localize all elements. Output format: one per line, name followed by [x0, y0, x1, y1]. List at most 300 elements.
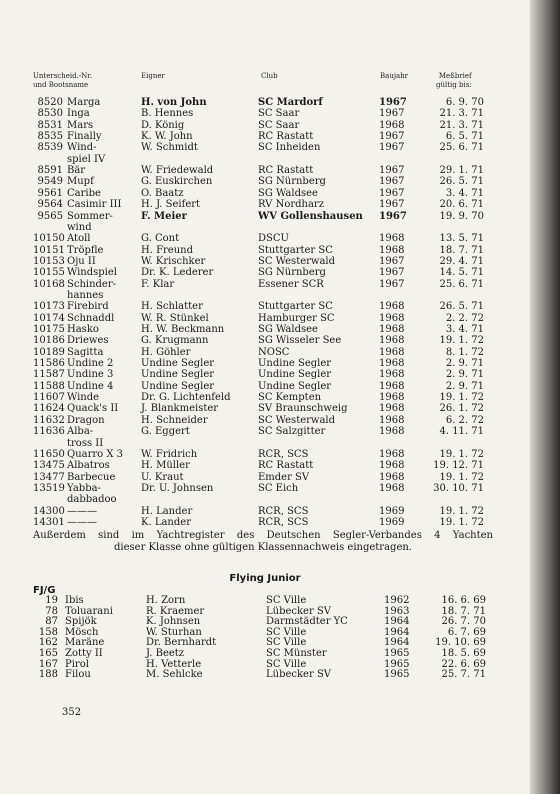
certificate-date: 26. 7. 70 [441, 616, 486, 628]
owner-name: O. Baatz [141, 187, 184, 199]
certificate-date: 22. 6. 69 [441, 658, 486, 670]
owner-name: M. Sehlcke [146, 669, 203, 681]
build-year: 1968 [379, 346, 405, 358]
boat-number: 11587 [33, 369, 65, 381]
register-note-line1: Außerdem sind im Yachtregister des Deutschen Segler-Verbandes 4 Yachten [33, 530, 493, 541]
owner-name: U. Kraut [141, 471, 184, 483]
club-name: SC Ville [266, 595, 307, 606]
table-row [0, 669, 530, 680]
owner-name: F. Klar [141, 278, 175, 290]
boat-number: 9565 [37, 210, 63, 222]
build-year: 1964 [384, 616, 410, 628]
club-name: SC Münster [266, 648, 327, 659]
boat-number: 10175 [33, 324, 65, 335]
build-year: 1968 [379, 426, 405, 438]
boat-number: 8530 [37, 108, 63, 120]
club-name: RV Nordharz [258, 199, 324, 211]
club-name: SC Mardorf [258, 97, 323, 108]
boat-number: 167 [38, 658, 58, 670]
boat-name: Hasko [67, 324, 99, 335]
build-year: 1967 [379, 210, 407, 222]
club-name: RCR, SCS [258, 516, 309, 528]
table-row [0, 279, 530, 290]
build-year: 1965 [384, 658, 410, 670]
club-name: Lübecker SV [266, 669, 332, 681]
club-name: Stuttgarter SC [258, 301, 333, 313]
register-note-line2: dieser Klasse ohne gültigen Klassennachweis eingetragen. [114, 542, 412, 553]
boat-name: Undine 4 [67, 380, 114, 392]
build-year: 1968 [379, 392, 405, 404]
boat-number: 11636 [33, 426, 65, 438]
table-row [0, 199, 530, 210]
build-year: 1964 [384, 637, 410, 649]
build-year: 1967 [379, 97, 407, 108]
club-name: Undine Segler [258, 380, 332, 392]
club-name: SG Nürnberg [258, 267, 326, 279]
certificate-date: 26. 1. 72 [439, 403, 484, 415]
certificate-date: 14. 5. 71 [439, 267, 484, 279]
owner-name: H. Lander [141, 505, 193, 517]
owner-name: G. Euskirchen [141, 176, 213, 188]
table-row [0, 369, 530, 380]
table-row [0, 449, 530, 460]
boat-number: 14300 [33, 505, 65, 517]
owner-name: H. J. Seifert [141, 199, 201, 211]
certificate-date: 3. 4. 71 [445, 187, 484, 199]
club-name: SC Saar [258, 119, 300, 131]
certificate-date: 18. 7. 71 [441, 605, 486, 617]
build-year: 1965 [384, 669, 410, 681]
boat-number: 10189 [33, 346, 65, 358]
table-row [0, 426, 530, 437]
build-year: 1968 [379, 301, 405, 313]
boat-name: Undine 2 [67, 358, 114, 370]
boat-name: dabbadoo [67, 494, 117, 506]
certificate-date: 16. 6. 69 [441, 595, 486, 606]
boat-name: Atoll [67, 233, 91, 245]
boat-name: Sagitta [67, 346, 104, 358]
owner-name: W. Schmidt [141, 142, 198, 154]
boat-name: Driewes [67, 335, 109, 347]
owner-name: F. Meier [141, 210, 187, 222]
boat-number: 10168 [33, 278, 65, 290]
boat-name: Pirol [65, 658, 89, 670]
certificate-date: 4. 11. 71 [439, 426, 484, 438]
table-row [0, 606, 530, 617]
boat-number: 8535 [37, 131, 63, 143]
boat-name: Finally [67, 131, 102, 143]
owner-name: Dr. Bernhardt [146, 637, 217, 649]
certificate-date: 2. 9. 71 [445, 380, 484, 392]
boat-name: Firebird [67, 301, 109, 313]
build-year: 1967 [379, 108, 405, 120]
boat-name: Bär [67, 165, 86, 177]
boat-name: Mupf [67, 176, 94, 188]
owner-name: B. Hennes [141, 108, 194, 120]
boat-number: 11632 [33, 414, 65, 426]
table-row [0, 648, 530, 659]
club-name: Darmstädter YC [266, 616, 348, 628]
table-row [0, 222, 530, 233]
header-owner: Eigner [141, 72, 165, 80]
table-row [0, 483, 530, 494]
boat-number: 87 [45, 616, 58, 628]
boat-name: ——— [67, 516, 97, 528]
table-row [0, 517, 530, 528]
boat-number: 9561 [37, 187, 63, 199]
boat-number: 11588 [33, 380, 65, 392]
club-name: SC Kempten [258, 392, 322, 404]
boat-name: Oju II [67, 255, 96, 267]
table-row [0, 415, 530, 426]
build-year: 1968 [379, 460, 405, 472]
page-gutter-shadow [530, 0, 560, 794]
owner-name: Dr. K. Lederer [141, 267, 214, 279]
certificate-date: 19. 10. 69 [435, 637, 486, 649]
boat-number: 10151 [33, 244, 65, 256]
table-row [0, 290, 530, 301]
boat-number: 13519 [33, 482, 65, 494]
header-year: Baujahr [380, 72, 409, 80]
boat-name: Schinder- [67, 278, 117, 290]
boat-name: Ibis [65, 595, 84, 606]
owner-name: H. Schneider [141, 414, 208, 426]
owner-name: H. Zorn [146, 595, 186, 606]
owner-name: G. Cont [141, 233, 180, 245]
certificate-date: 21. 3. 71 [439, 119, 484, 131]
club-name: SG Waldsee [258, 187, 318, 199]
build-year: 1967 [379, 131, 405, 143]
table-row [0, 506, 530, 517]
build-year: 1964 [384, 626, 410, 638]
club-name: SC Inheiden [258, 142, 321, 154]
owner-name: K. Johnsen [146, 616, 201, 628]
boat-name: Mösch [65, 626, 99, 638]
build-year: 1968 [379, 403, 405, 415]
table-row [0, 392, 530, 403]
section-code: FJ/G [33, 585, 56, 596]
boat-number: 13475 [33, 460, 65, 472]
boat-name: Albatros [67, 460, 110, 472]
club-name: SC Ville [266, 658, 307, 670]
build-year: 1965 [384, 648, 410, 659]
build-year: 1968 [379, 448, 405, 460]
build-year: 1968 [379, 312, 405, 324]
table-row [0, 438, 530, 449]
club-name: RC Rastatt [258, 460, 314, 472]
owner-name: K. Lander [141, 516, 191, 528]
club-name: Stuttgarter SC [258, 244, 333, 256]
owner-name: D. König [141, 119, 185, 131]
build-year: 1963 [384, 605, 410, 617]
club-name: SC Westerwald [258, 414, 336, 426]
certificate-date: 3. 4. 71 [445, 324, 484, 335]
club-name: DSCU [258, 233, 289, 245]
table-row [0, 267, 530, 278]
boat-name: Yabba- [67, 482, 101, 494]
boat-name: Caribe [67, 187, 101, 199]
certificate-date: 6. 7. 69 [447, 626, 486, 638]
club-name: SC Saar [258, 108, 300, 120]
boat-name: Quack's II [67, 403, 119, 415]
certificate-date: 19. 1. 72 [439, 505, 484, 517]
club-name: NOSC [258, 346, 290, 358]
owner-name: J. Beetz [146, 648, 185, 659]
boat-name: Undine 3 [67, 369, 114, 381]
certificate-date: 6. 9. 70 [445, 97, 484, 108]
boat-number: 8591 [37, 165, 63, 177]
boat-name: Mars [67, 119, 94, 131]
boat-number: 10186 [33, 335, 65, 347]
boat-name: Barbecue [67, 471, 116, 483]
club-name: RC Rastatt [258, 165, 314, 177]
club-name: RCR, SCS [258, 505, 309, 517]
boat-name: Inga [67, 108, 90, 120]
boat-number: 10173 [33, 301, 65, 313]
build-year: 1969 [379, 516, 405, 528]
build-year: 1967 [379, 176, 405, 188]
build-year: 1968 [379, 482, 405, 494]
owner-name: W. Sturhan [146, 626, 202, 638]
boat-number: 13477 [33, 471, 65, 483]
table-row [0, 313, 530, 324]
boat-number: 78 [45, 605, 58, 617]
table-row [0, 154, 530, 165]
table-row [0, 637, 530, 648]
header-certificate: Meßbrief gültig bis: [436, 72, 472, 89]
table-row [0, 460, 530, 471]
club-name: Essener SCR [258, 278, 324, 290]
boat-name: Toluarani [65, 605, 113, 617]
owner-name: Undine Segler [141, 358, 215, 370]
table-row [0, 472, 530, 483]
owner-name: Undine Segler [141, 380, 215, 392]
table-row [0, 256, 530, 267]
certificate-date: 29. 4. 71 [439, 255, 484, 267]
boat-number: 10153 [33, 255, 65, 267]
boat-number: 11650 [33, 448, 65, 460]
certificate-date: 25. 6. 71 [439, 142, 484, 154]
build-year: 1967 [379, 199, 405, 211]
boat-name: Spijök [65, 616, 97, 628]
club-name: SC Salzgitter [258, 426, 326, 438]
boat-number: 10174 [33, 312, 65, 324]
owner-name: W. Krischker [141, 255, 206, 267]
build-year: 1968 [379, 414, 405, 426]
owner-name: H. Göhler [141, 346, 191, 358]
build-year: 1967 [379, 267, 405, 279]
boat-name: Quarro X 3 [67, 448, 124, 460]
table-row [0, 301, 530, 312]
build-year: 1968 [379, 369, 405, 381]
certificate-date: 19. 1. 72 [439, 471, 484, 483]
club-name: RCR, SCS [258, 448, 309, 460]
header-number-name: Unterscheid.-Nr. und Bootsname [33, 72, 93, 89]
club-name: SG Nürnberg [258, 176, 326, 188]
boat-number: 162 [38, 637, 58, 649]
certificate-date: 25. 6. 71 [439, 278, 484, 290]
boat-name: Filou [65, 669, 91, 681]
boat-name: Dragon [67, 414, 105, 426]
table-row [0, 381, 530, 392]
owner-name: J. Blankmeister [141, 403, 219, 415]
table-row [0, 403, 530, 414]
boat-name: Winde [67, 392, 100, 404]
certificate-date: 19. 1. 72 [439, 448, 484, 460]
club-name: SC Westerwald [258, 255, 336, 267]
build-year: 1968 [379, 335, 405, 347]
build-year: 1968 [379, 119, 405, 131]
build-year: 1969 [379, 505, 405, 517]
club-name: Hamburger SC [258, 312, 335, 324]
certificate-date: 25. 7. 71 [441, 669, 486, 681]
club-name: Undine Segler [258, 369, 332, 381]
boat-number: 11607 [33, 392, 65, 404]
table-row [0, 595, 530, 606]
boat-name: hannes [67, 289, 104, 301]
boat-name: ——— [67, 505, 97, 517]
boat-number: 8539 [37, 142, 63, 154]
owner-name: H. Freund [141, 244, 193, 256]
table-row [0, 211, 530, 222]
club-name: SG Wisseler See [258, 335, 342, 347]
certificate-date: 26. 5. 71 [439, 301, 484, 313]
boat-name: Sommer- [67, 210, 113, 222]
table-row [0, 616, 530, 627]
boat-number: 10150 [33, 233, 65, 245]
club-name: SC Eich [258, 482, 299, 494]
table-row [0, 142, 530, 153]
section-title: Flying Junior [229, 573, 301, 584]
build-year: 1968 [379, 358, 405, 370]
club-name: SG Waldsee [258, 324, 318, 335]
owner-name: H. Vetterle [146, 658, 202, 670]
boat-name: Marga [67, 97, 101, 108]
owner-name: W. R. Stünkel [141, 312, 209, 324]
club-name: Lübecker SV [266, 605, 332, 617]
table-row [0, 120, 530, 131]
owner-name: G. Krugmann [141, 335, 209, 347]
certificate-date: 2. 9. 71 [445, 358, 484, 370]
boat-name: Windspiel [67, 267, 117, 279]
owner-name: H. Schlatter [141, 301, 203, 313]
certificate-date: 8. 1. 72 [445, 346, 484, 358]
certificate-date: 19. 1. 72 [439, 516, 484, 528]
boat-name: Tröpfle [67, 244, 104, 256]
boat-number: 8531 [37, 119, 63, 131]
certificate-date: 2. 9. 71 [445, 369, 484, 381]
boat-number: 165 [38, 648, 58, 659]
certificate-date: 29. 1. 71 [439, 165, 484, 177]
table-row [0, 188, 530, 199]
boat-name: Maräne [65, 637, 105, 649]
boat-number: 188 [38, 669, 58, 681]
owner-name: R. Kraemer [146, 605, 205, 617]
certificate-date: 6. 2. 72 [445, 414, 484, 426]
certificate-date: 20. 6. 71 [439, 199, 484, 211]
build-year: 1968 [379, 380, 405, 392]
certificate-date: 19. 1. 72 [439, 392, 484, 404]
club-name: Emder SV [258, 471, 310, 483]
owner-name: K. W. John [141, 131, 193, 143]
certificate-date: 19. 1. 72 [439, 335, 484, 347]
boat-number: 11624 [33, 403, 65, 415]
club-name: WV Gollenshausen [258, 210, 363, 222]
table-row [0, 108, 530, 119]
boat-number: 11586 [33, 358, 65, 370]
table-row [0, 659, 530, 670]
boat-number: 9564 [37, 199, 63, 211]
table-row [0, 358, 530, 369]
owner-name: H. von John [141, 97, 207, 108]
boat-number: 19 [45, 595, 58, 606]
table-row [0, 233, 530, 244]
certificate-date: 18. 7. 71 [439, 244, 484, 256]
owner-name: W. Friedewald [141, 165, 214, 177]
club-name: SC Ville [266, 626, 307, 638]
table-row [0, 176, 530, 187]
table-row [0, 245, 530, 256]
table-row [0, 347, 530, 358]
owner-name: W. Fridrich [141, 448, 198, 460]
certificate-date: 19. 12. 71 [433, 460, 484, 472]
club-name: SC Ville [266, 637, 307, 649]
owner-name: H. Müller [141, 460, 190, 472]
page-number: 352 [62, 707, 82, 718]
owner-name: H. W. Beckmann [141, 324, 225, 335]
table-row [0, 627, 530, 638]
build-year: 1967 [379, 142, 405, 154]
certificate-date: 2. 2. 72 [445, 312, 484, 324]
table-row [0, 97, 530, 108]
boat-number: 8520 [37, 97, 63, 108]
build-year: 1968 [379, 471, 405, 483]
boat-name: Wind- [67, 142, 97, 154]
owner-name: G. Eggert [141, 426, 190, 438]
table-row [0, 494, 530, 505]
build-year: 1967 [379, 278, 405, 290]
boat-name: wind [67, 221, 92, 233]
club-name: Undine Segler [258, 358, 332, 370]
certificate-date: 19. 9. 70 [439, 210, 484, 222]
boat-name: Casimir III [67, 199, 122, 211]
club-name: RC Rastatt [258, 131, 314, 143]
owner-name: Dr. G. Lichtenfeld [141, 392, 231, 404]
boat-name: Zotty II [65, 648, 103, 659]
boat-number: 9549 [37, 176, 63, 188]
certificate-date: 18. 5. 69 [441, 648, 486, 659]
build-year: 1967 [379, 255, 405, 267]
table-row [0, 165, 530, 176]
build-year: 1968 [379, 244, 405, 256]
certificate-date: 30. 10. 71 [433, 482, 484, 494]
boat-name: Schnaddl [67, 312, 115, 324]
table-row [0, 335, 530, 346]
certificate-date: 6. 5. 71 [445, 131, 484, 143]
owner-name: Undine Segler [141, 369, 215, 381]
header-club: Club [261, 72, 278, 80]
certificate-date: 26. 5. 71 [439, 176, 484, 188]
boat-number: 10155 [33, 267, 65, 279]
certificate-date: 21. 3. 71 [439, 108, 484, 120]
build-year: 1967 [379, 165, 405, 177]
boat-name: spiel IV [67, 153, 106, 165]
build-year: 1968 [379, 324, 405, 335]
owner-name: Dr. U. Johnsen [141, 482, 214, 494]
boat-number: 158 [38, 626, 58, 638]
build-year: 1962 [384, 595, 410, 606]
boat-name: tross II [67, 437, 104, 449]
